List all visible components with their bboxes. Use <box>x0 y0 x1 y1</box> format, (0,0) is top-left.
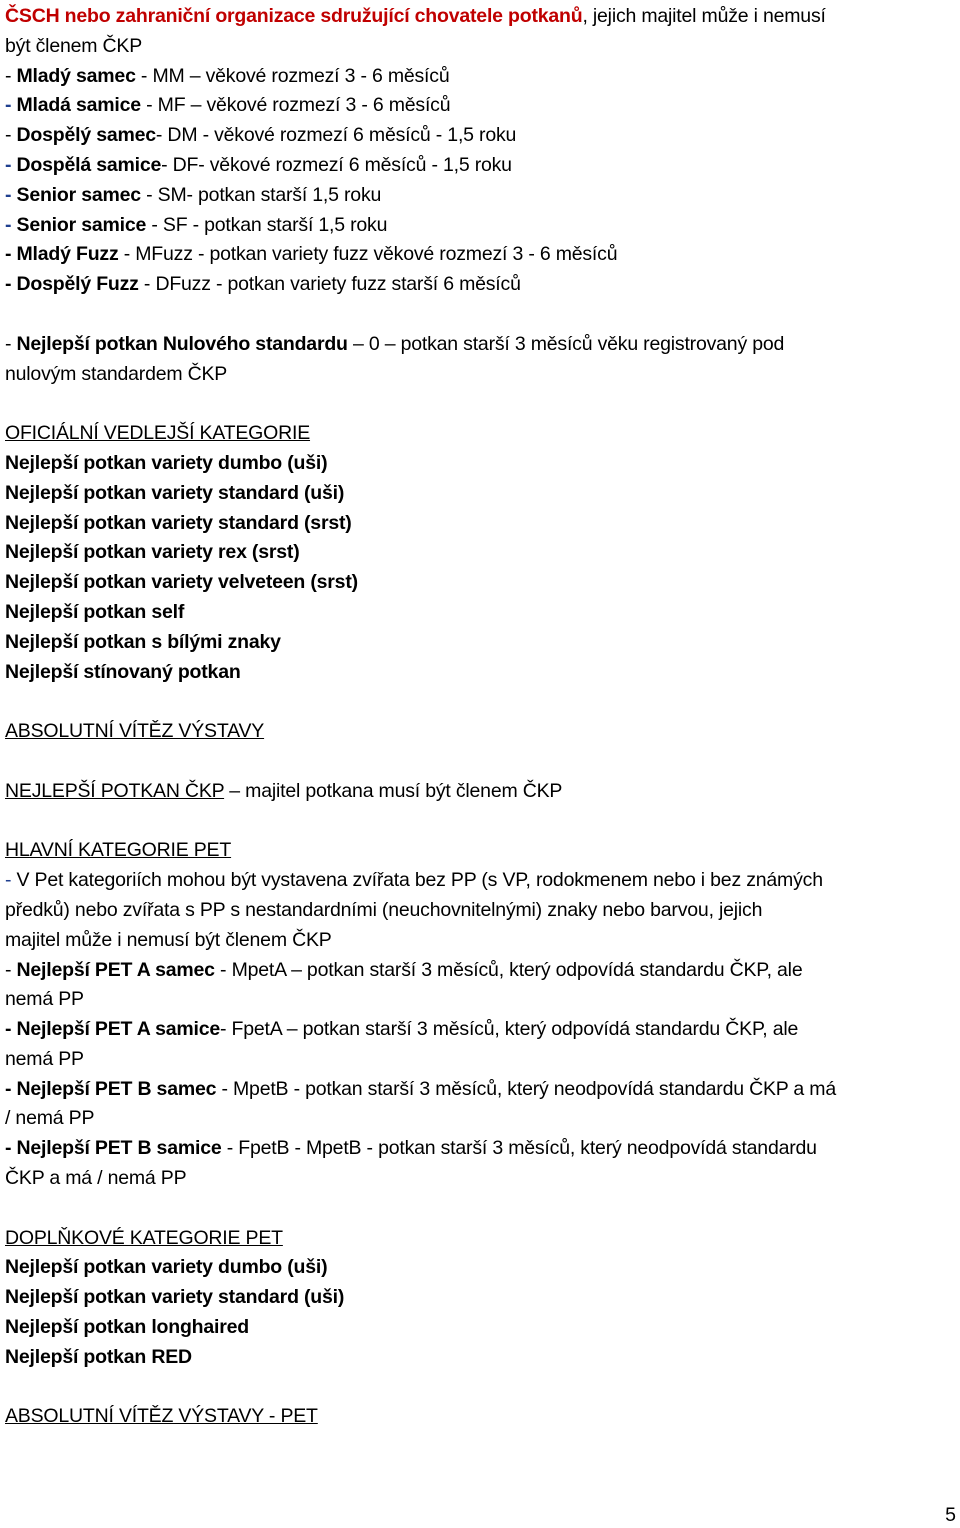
list-item: Nejlepší potkan self <box>5 600 185 623</box>
pet-category-desc: - FpetA – potkan starší 3 měsíců, který odpovídá standardu ČKP, ale <box>220 1018 799 1041</box>
pet-category-name: Nejlepší PET B samice <box>16 1137 222 1160</box>
list-item: Nejlepší potkan s bílými znaky <box>5 630 281 653</box>
list-item: Nejlepší potkan variety standard (uši) <box>5 1286 345 1309</box>
category-item: - Mladý samec - MM – věkové rozmezí 3 - 6 měsíců <box>5 64 450 87</box>
list-item: Nejlepší potkan RED <box>5 1345 192 1368</box>
category-item: - Dospělý samec- DM - věkové rozmezí 6 měsíců - 1,5 roku <box>5 124 517 147</box>
list-item: Nejlepší potkan variety standard (srst) <box>5 511 352 534</box>
list-item: Nejlepší potkan longhaired <box>5 1316 250 1339</box>
category-desc: - MF – věkové rozmezí 3 - 6 měsíců <box>140 94 451 117</box>
pet-extra-heading: DOPLŇKOVÉ KATEGORIE PET <box>5 1226 283 1249</box>
pet-category-name: Nejlepší PET A samice <box>16 1018 221 1041</box>
list-item: Nejlepší stínovaný potkan <box>5 660 241 683</box>
pet-category-item: - Nejlepší PET A samice- FpetA – potkan starší 3 měsíců, který odpovídá standardu ČKP, ale <box>5 1018 799 1041</box>
category-name: Mladá samice <box>16 94 141 117</box>
best-ckp-desc: – majitel potkana musí být členem ČKP <box>224 779 563 802</box>
best-ckp-line <box>5 777 955 807</box>
zero-standard-desc: – 0 – potkan starší 3 měsíců věku registrovaný pod <box>347 332 785 355</box>
category-name: Mladý Fuzz <box>16 243 119 266</box>
spacer <box>5 687 955 717</box>
category-name: Dospělý samec <box>16 124 156 147</box>
pet-intro-line: majitel může i nemusí být členem ČKP <box>5 928 332 951</box>
pet-category-cont: / nemá PP <box>5 1107 95 1130</box>
pet-category-cont: nemá PP <box>5 988 84 1011</box>
document-page <box>5 2 955 1432</box>
category-name: Dospělý Fuzz <box>16 273 139 296</box>
official-side-list <box>5 449 955 687</box>
list-item: Nejlepší potkan variety velveteen (srst) <box>5 571 358 594</box>
spacer <box>5 1373 955 1403</box>
category-desc: - DFuzz - potkan variety fuzz starší 6 měsíců <box>138 273 521 296</box>
category-desc: - MFuzz - potkan variety fuzz věkové rozmezí 3 - 6 měsíců <box>118 243 618 266</box>
category-name: Mladý samec <box>16 64 136 87</box>
pet-main-list <box>5 956 955 1194</box>
category-name: Senior samice <box>16 213 147 236</box>
intro-line-2: být členem ČKP <box>5 34 143 57</box>
category-desc: - DM - věkové rozmezí 6 měsíců - 1,5 roku <box>155 124 517 147</box>
official-side-heading: OFICIÁLNÍ VEDLEJŠÍ KATEGORIE <box>5 422 311 445</box>
pet-category-item: - Nejlepší PET B samice - FpetB - MpetB - potkan starší 3 měsíců, který neodpovídá standardu <box>5 1137 817 1160</box>
pet-category-item: - Nejlepší PET B samec - MpetB - potkan starší 3 měsíců, který neodpovídá standardu ČKP a má <box>5 1077 836 1100</box>
category-desc: - SM- potkan starší 1,5 roku <box>140 183 382 206</box>
intro-organization: ČSCH nebo zahraniční organizace sdružující chovatele potkanů <box>5 5 583 27</box>
pet-intro-line: předků) nebo zvířata s PP s nestandardními (neuchovnitelnými) znaky nebo barvou, jejich <box>5 898 763 921</box>
zero-standard-name: Nejlepší potkan Nulového standardu <box>16 332 348 355</box>
category-item: - Mladý Fuzz - MFuzz - potkan variety fuzz věkové rozmezí 3 - 6 měsíců <box>5 243 618 266</box>
list-item: Nejlepší potkan variety standard (uši) <box>5 481 345 504</box>
zero-standard-line-2: nulovým standardem ČKP <box>5 362 228 385</box>
list-item: Nejlepší potkan variety rex (srst) <box>5 541 300 564</box>
category-name: Dospělá samice <box>16 153 162 176</box>
pet-category-name: Nejlepší PET A samec <box>16 958 215 981</box>
list-item: Nejlepší potkan variety dumbo (uši) <box>5 1256 328 1279</box>
pet-main-heading: HLAVNÍ KATEGORIE PET <box>5 839 232 862</box>
absolute-winner-heading: ABSOLUTNÍ VÍTĚZ VÝSTAVY <box>5 720 265 743</box>
main-category-list <box>5 62 955 300</box>
pet-category-desc: - MpetA – potkan starší 3 měsíců, který odpovídá standardu ČKP, ale <box>214 958 803 981</box>
category-desc: - DF- věkové rozmezí 6 měsíců - 1,5 roku <box>161 153 512 176</box>
pet-category-item: - Nejlepší PET A samec - MpetA – potkan starší 3 měsíců, který odpovídá standardu ČKP, ale <box>5 958 803 981</box>
list-item: Nejlepší potkan variety dumbo (uši) <box>5 451 328 474</box>
spacer <box>5 1194 955 1224</box>
category-desc: - SF - potkan starší 1,5 roku <box>146 213 388 236</box>
absolute-winner-pet-heading: ABSOLUTNÍ VÍTĚZ VÝSTAVY - PET <box>5 1405 318 1428</box>
spacer <box>5 389 955 419</box>
best-ckp-heading: NEJLEPŠÍ POTKAN ČKP <box>5 779 225 802</box>
pet-intro-line: - V Pet kategoriích mohou být vystavena zvířata bez PP (s VP, rodokmenem nebo i bez známých <box>5 869 823 892</box>
pet-extra-list <box>5 1253 955 1372</box>
pet-category-desc: - MpetB - potkan starší 3 měsíců, který neodpovídá standardu ČKP a má <box>216 1077 836 1100</box>
pet-category-name: Nejlepší PET B samec <box>16 1077 217 1100</box>
category-item: - Senior samec - SM- potkan starší 1,5 roku <box>5 183 382 206</box>
spacer <box>5 300 955 330</box>
category-item: - Dospělý Fuzz - DFuzz - potkan variety fuzz starší 6 měsíců <box>5 273 521 296</box>
category-item: - Senior samice - SF - potkan starší 1,5 roku <box>5 213 388 236</box>
intro-line <box>5 2 955 32</box>
spacer <box>5 807 955 837</box>
pet-category-cont: ČKP a má / nemá PP <box>5 1167 187 1190</box>
pet-category-cont: nemá PP <box>5 1047 84 1070</box>
page-number: 5 <box>945 1504 956 1526</box>
pet-category-desc: - FpetB - MpetB - potkan starší 3 měsíců, který neodpovídá standardu <box>221 1137 817 1160</box>
category-name: Senior samec <box>16 183 141 206</box>
spacer <box>5 747 955 777</box>
category-item: - Mladá samice - MF – věkové rozmezí 3 - 6 měsíců <box>5 94 451 117</box>
category-item: - Dospělá samice- DF- věkové rozmezí 6 měsíců - 1,5 roku <box>5 153 512 176</box>
category-desc: - MM – věkové rozmezí 3 - 6 měsíců <box>135 64 450 87</box>
zero-standard-line: - Nejlepší potkan Nulového standardu – 0 – potkan starší 3 měsíců věku registrovaný pod <box>5 332 785 355</box>
intro-rest: , jejich majitel může i nemusí <box>582 5 826 27</box>
